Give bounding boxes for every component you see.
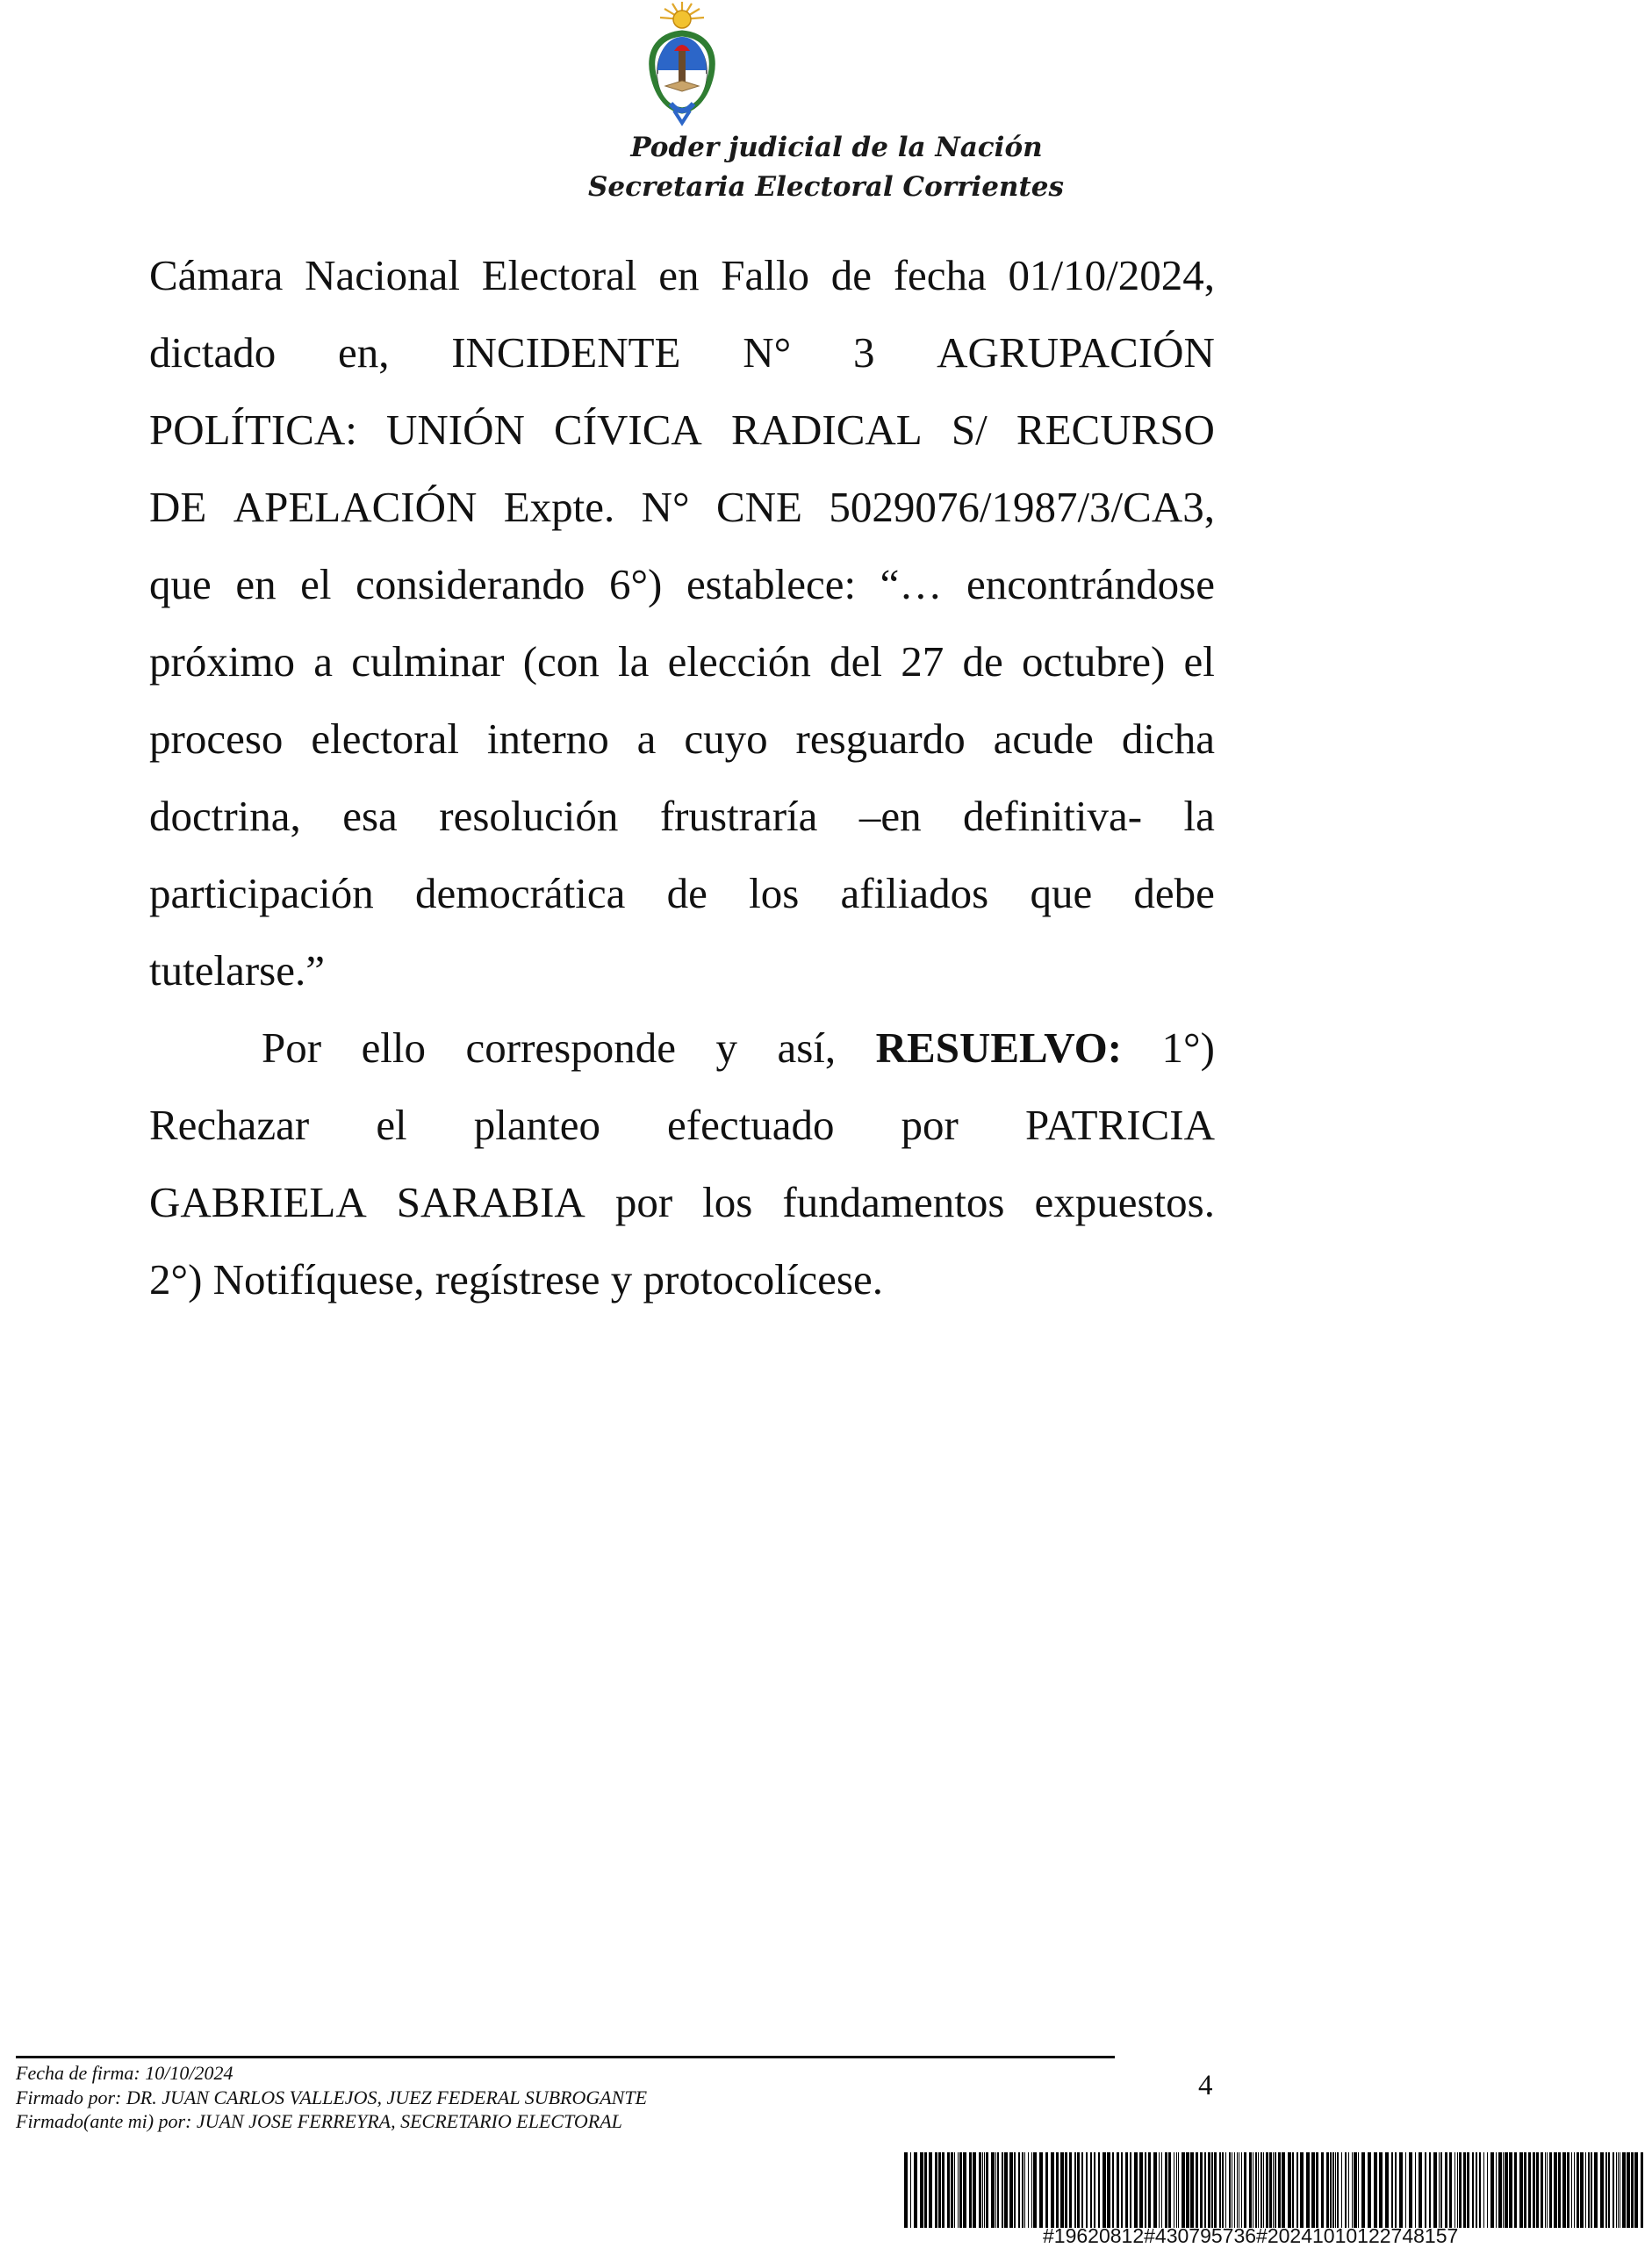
body-line: proceso electoral interno a cuyo resguardo acude dicha [149, 715, 1215, 763]
body-line: participación democrática de los afiliados que debe [149, 869, 1215, 917]
signature-date: Fecha de firma: 10/10/2024 [16, 2062, 233, 2084]
body-line: GABRIELA SARABIA por los fundamentos expuestos. [149, 1178, 1215, 1226]
body-line: Rechazar el planteo efectuado por PATRICIA [149, 1101, 1215, 1149]
body-line: dictado en, INCIDENTE N° 3 AGRUPACIÓN [149, 328, 1215, 377]
body-line: DE APELACIÓN Expte. N° CNE 5029076/1987/3/CA3, [149, 483, 1215, 531]
header-institution: Poder judicial de la Nación [630, 132, 1043, 163]
body-line: que en el considerando 6°) establece: “… encontrándose [149, 560, 1215, 608]
barcode-icon [904, 2152, 1647, 2228]
header-secretariat: Secretaria Electoral Corrientes [588, 171, 1064, 203]
page-number: 4 [1198, 2070, 1213, 2101]
signed-by-judge: Firmado por: DR. JUAN CARLOS VALLEJOS, JUEZ FEDERAL SUBROGANTE [16, 2086, 648, 2108]
body-line: POLÍTICA: UNIÓN CÍVICA RADICAL S/ RECURSO [149, 406, 1215, 454]
barcode-number: #19620812#430795736#20241010122748157 [1043, 2224, 1459, 2247]
resuelvo-heading: RESUELVO: [875, 1023, 1123, 1072]
body-line: tutelarse.” [149, 946, 325, 995]
resolution-paragraph: Por ello corresponde y así, RESUELVO: 1°) [149, 1022, 1215, 1074]
body-line: Cámara Nacional Electoral en Fallo de fecha 01/10/2024, [149, 251, 1215, 299]
signed-by-secretary: Firmado(ante mi) por: JUAN JOSE FERREYRA, SECRETARIO ELECTORAL [16, 2110, 622, 2132]
body-line: 2°) Notifíquese, regístrese y protocolícese. [149, 1255, 883, 1304]
footer-divider [16, 2056, 1115, 2058]
body-line: próximo a culminar (con la elección del 27 de octubre) el [149, 637, 1215, 686]
argentina-coat-of-arms-icon [636, 0, 729, 127]
body-line: doctrina, esa resolución frustraría –en definitiva- la [149, 792, 1215, 840]
